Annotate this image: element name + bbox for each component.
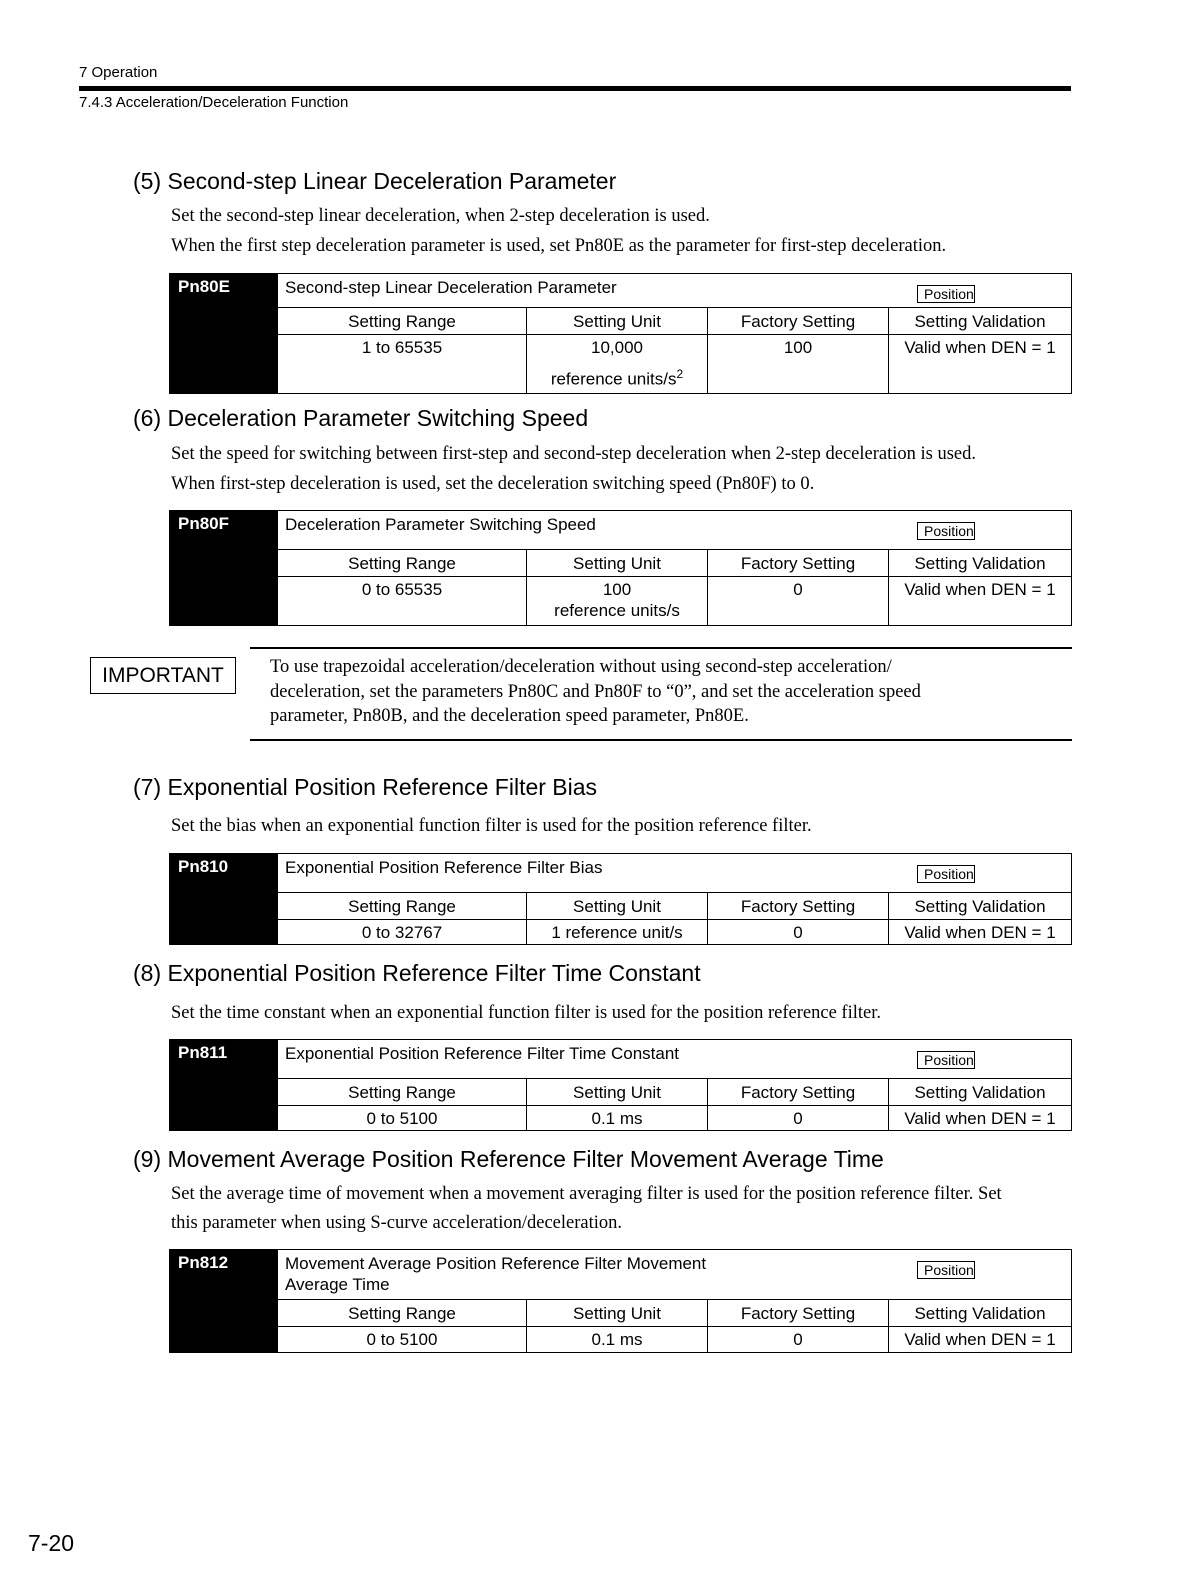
col-header: Factory Setting [708,308,889,335]
col-header: Setting Range [278,1079,527,1106]
param-name-text: Exponential Position Reference Filter Time Constant [285,1044,680,1063]
position-badge: Position [917,522,975,540]
setting-range: 0 to 5100 [278,1327,527,1352]
param-name [278,854,1071,893]
factory-setting: 0 [708,577,889,625]
col-header: Setting Unit [527,550,708,577]
col-header: Factory Setting [708,550,889,577]
unit-line2: reference units/s [550,370,677,389]
setting-unit [527,577,708,625]
paragraph: When first-step deceleration is used, set the deceleration switching speed (Pn80F) to 0. [171,474,815,494]
col-header: Setting Unit [527,1079,708,1106]
col-header: Setting Unit [527,1300,708,1327]
col-header: Setting Range [278,308,527,335]
factory-setting: 0 [708,920,889,944]
param-table-pn80e [169,273,1072,394]
col-header: Setting Validation [889,1079,1071,1106]
param-table-pn810 [169,853,1072,945]
setting-validation: Valid when DEN = 1 [904,1330,1056,1349]
important-text [270,655,1010,729]
section-title-8: (8) Exponential Position Reference Filter Time Constant [133,960,701,986]
unit-line1: 10,000 [591,338,643,358]
setting-unit: 0.1 ms [527,1106,708,1130]
setting-range: 1 to 65535 [278,335,527,393]
factory-setting: 0 [708,1327,889,1352]
important-line: To use trapezoidal acceleration/deceleration without using second-step acceleration/ [270,657,892,677]
param-id: Pn810 [169,853,278,945]
param-name [278,274,1071,308]
param-table-pn80f [169,510,1072,626]
position-badge: Position [917,285,975,303]
page-number: 7-20 [28,1530,75,1556]
setting-validation: Valid when DEN = 1 [904,1109,1056,1128]
col-header: Setting Range [278,1300,527,1327]
col-header: Setting Range [278,893,527,920]
col-header: Setting Unit [527,893,708,920]
param-name [278,1250,1071,1300]
position-badge: Position [917,865,975,883]
col-header: Setting Validation [889,308,1071,335]
important-bottom-rule [250,739,1072,741]
param-name-text: Exponential Position Reference Filter Bias [285,858,603,877]
param-table-pn812 [169,1249,1072,1353]
paragraph: Set the second-step linear deceleration, when 2-step deceleration is used. [171,206,710,226]
section-title-7: (7) Exponential Position Reference Filter Bias [133,774,598,800]
col-header: Setting Validation [889,550,1071,577]
section-title-5: (5) Second-step Linear Deceleration Parameter [133,168,617,194]
param-name-text: Deceleration Parameter Switching Speed [285,515,596,534]
col-header: Setting Range [278,550,527,577]
param-name [278,1040,1071,1079]
paragraph: Set the speed for switching between first-step and second-step deceleration when 2-step deceleration is used. [171,444,976,464]
paragraph: this parameter when using S-curve acceleration/deceleration. [171,1213,622,1233]
col-header: Factory Setting [708,1079,889,1106]
unit-line2: reference units/s [554,601,680,620]
param-id: Pn811 [169,1039,278,1131]
paragraph: When the first step deceleration parameter is used, set Pn80E as the parameter for first-step deceleration. [171,236,947,256]
param-name-text: Average Time [285,1275,390,1294]
paragraph: Set the average time of movement when a movement averaging filter is used for the position reference filter. Set [171,1184,1002,1204]
section-title-9: (9) Movement Average Position Reference Filter Movement Average Time [133,1146,884,1172]
setting-unit [527,335,708,393]
setting-validation: Valid when DEN = 1 [904,580,1056,599]
param-id: Pn80E [169,273,278,394]
setting-validation: Valid when DEN = 1 [904,338,1056,358]
unit-exponent: 2 [676,367,684,382]
param-name-text: Second-step Linear Deceleration Parameter [285,278,617,297]
position-badge: Position [917,1051,975,1069]
setting-unit: 0.1 ms [527,1327,708,1352]
chapter-header: 7 Operation [79,64,158,81]
header-rule [79,86,1071,91]
section-header: 7.4.3 Acceleration/Deceleration Function [79,94,349,111]
setting-range: 0 to 65535 [278,577,527,625]
important-label: IMPORTANT [90,657,236,694]
setting-unit: 1 reference unit/s [527,920,708,944]
factory-setting: 100 [708,335,889,393]
col-header: Setting Validation [889,1300,1071,1327]
col-header: Setting Validation [889,893,1071,920]
paragraph: Set the time constant when an exponential function filter is used for the position reference filter. [171,1003,881,1023]
param-id: Pn812 [169,1249,278,1353]
important-top-rule [250,647,1072,649]
setting-range: 0 to 32767 [278,920,527,944]
col-header: Factory Setting [708,893,889,920]
param-name [278,511,1071,550]
section-title-6: (6) Deceleration Parameter Switching Speed [133,405,589,431]
col-header: Factory Setting [708,1300,889,1327]
position-badge: Position [917,1261,975,1279]
col-header: Setting Unit [527,308,708,335]
param-id: Pn80F [169,510,278,626]
setting-validation: Valid when DEN = 1 [904,923,1056,942]
param-table-pn811 [169,1039,1072,1131]
factory-setting: 0 [708,1106,889,1130]
setting-range: 0 to 5100 [278,1106,527,1130]
important-line: deceleration, set the parameters Pn80C and Pn80F to “0”, and set the acceleration speed [270,681,921,702]
important-line: parameter, Pn80B, and the deceleration speed parameter, Pn80E. [270,706,749,726]
param-name-text: Movement Average Position Reference Filter Movement [285,1254,707,1273]
unit-line1: 100 [602,580,632,599]
paragraph: Set the bias when an exponential function filter is used for the position reference filter. [171,816,812,836]
